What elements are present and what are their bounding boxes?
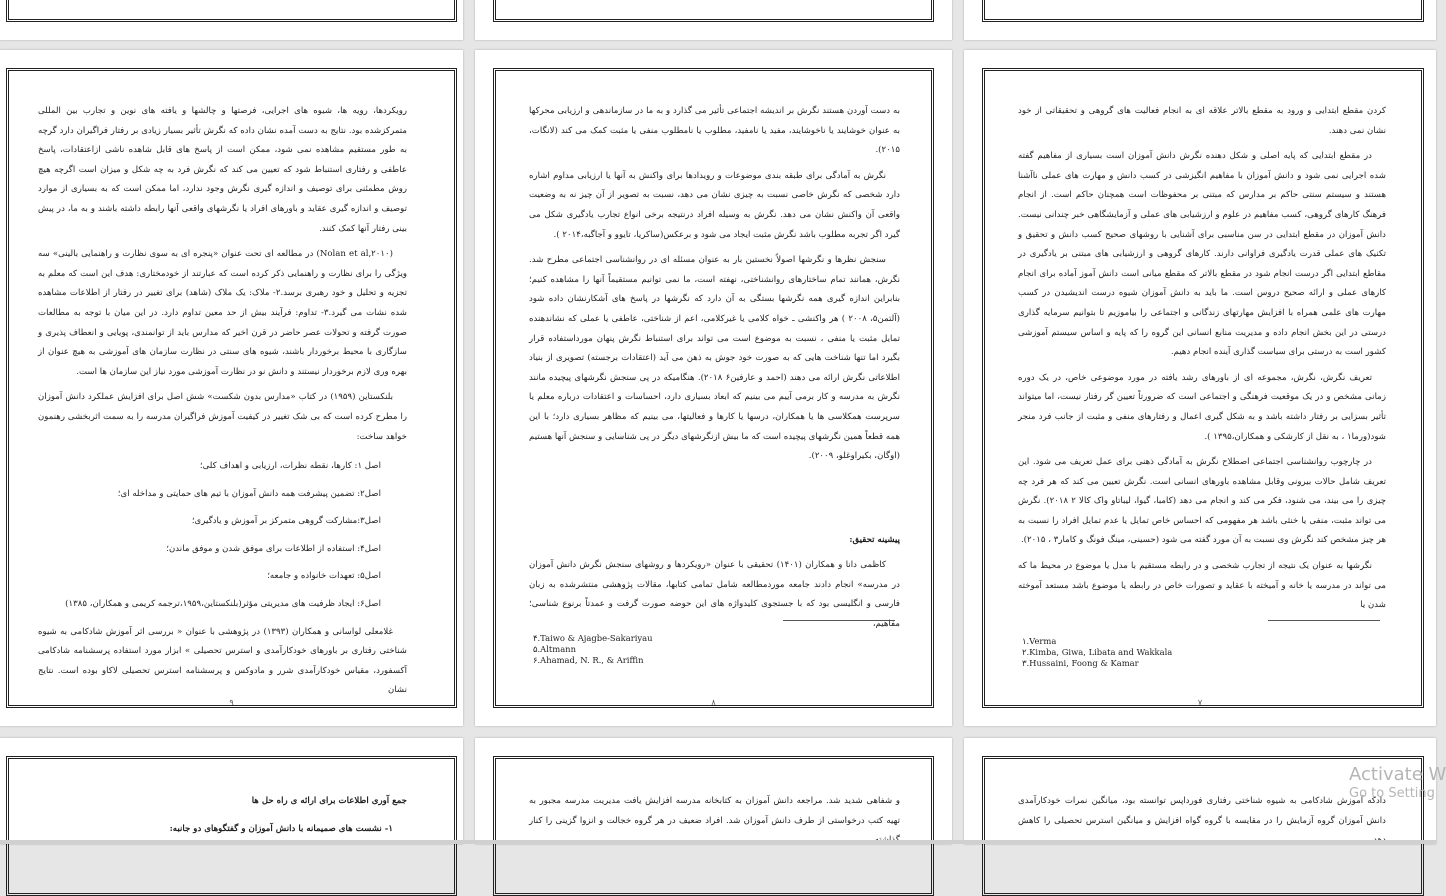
page-border: [982, 0, 1424, 22]
footnote-separator: [783, 620, 895, 621]
page-top-middle: [475, 0, 952, 40]
page-number: ۹: [229, 698, 234, 707]
paragraph: سنجش نظرها و نگرشها اصولاً نخستین بار به عنوان مسئله ای در روانشناسی اجتماعی مطرح شد. نگرش، همانند تمام ساختارهای روانشناختی، نهفته است، ما نمی توانیم مستقیماً آنها را مشاهده کنیم؛ بنابراین اندازه گیری همه نگرشها بستگی به آن دارد که نگرشها در پاسخ های آشکارنشان داده شود (آلتمن۵، ۲۰۰۸ ) هر واکنشی ـ خواه کلامی یا غیرکلامی، اعم از شناختی، عاطفی یا عملی که نشاندهنده تمایل مثبت یا منفی ، نسبت به موضوع است می تواند برای استنباط نگرش پنهان مورداستفاده قرار بگیرد اما تنها شناخت هایی که به صورت خود جوش به ذهن می آید (اعتقادات برجسته) تصویری از بنیاد اطلاعاتی نگرش ارائه می دهند (احمد و عارفین۶ ۲۰۱۸). هنگامیکه در پی سنجش نگرشهای پیچیده مانند نگرش به مدرسه و کار برمی آییم می بینیم که ابعاد بسیاری دارد، احساسات و اعتقادات درباره معلم یا سرپرست همکلاسی ها یا همکاران، درسها یا کارها و فعالیتها، می بینیم که مظاهر بسیاری دارد؛ با این همه قطعاً همین نگرشهای پیچیده است که ما بیش ازنگرشهای دیگر در پی شناسایی و سنجش آنها هستیم (اوگان، بکیراوغلو، ۲۰۰۹).: [529, 255, 900, 462]
page-border: [493, 0, 934, 22]
activation-watermark: [1349, 764, 1446, 802]
page-11: [475, 738, 952, 844]
page-number: ۸: [711, 698, 716, 707]
paragraph: غلامعلی لواسانی و همکاران (۱۳۹۳) در پژوهشی با عنوان « بررسی اثر آموزش شادکامی به شیوه شناختی رفتاری بر باورهای خودکارآمدی و استرس تحصیلی » ابزار مورد استفاده پرسشنامه شادکامی آکسفورد، مقیاس خودکارآمدی شرر و مادوکس و پرسشنامه استرس تحصیلی لاکاو بوده است. نتایج نشان: [38, 626, 407, 696]
page-11-body: [529, 792, 900, 857]
footnote: ۲.Kimba, Giwa, Libata and Wakkala: [1022, 647, 1173, 657]
section-heading: جمع آوری اطلاعات برای ارائه ی راه حل ها: [251, 796, 407, 806]
paragraph: به دست آوردن هستند نگرش بر اندیشه اجتماعی تأثیر می گذارد و به ما در سازماندهی و ارزیابی محرکها به عنوان خوشایند یا ناخوشایند، مفید یا نامفید، مطلوب یا نامطلوب منفی یا مثبت کمک می کند (لانگات، ۲۰۱۵).: [529, 106, 900, 156]
footnote: ۳.Hussaini, Foong & Kamar: [1022, 658, 1139, 668]
footnote: ۱.Verma: [1022, 636, 1057, 646]
paragraph: در مقطع ابتدایی که پایه اصلی و شکل دهنده نگرش دانش آموزان است بسیاری از مفاهیم گفته شده اجرایی نمی شود و دانش آموزان با مفاهیم انگیزشی در کسب دانش و مهارت های عملی ناآشنا هستند و سیستم سنتی حاکم بر مدارس که مبتنی بر محفوظات است همچنان حاکم است. از انجام فرهنگ کارهای گروهی، کسب مفاهیم در علوم و ارزشیابی های عملی و آزمایشگاهی خبر چندانی نیست. دانش آموزان در مقطع ابتدایی در سن مناسبی برای آشنایی با روشهای صحیح کسب دانش و تحقیق و تکنیک های عملی قدرت یادگیری فراوانی دارند. کارهای گروهی و ارزشیابی های مبتنی بر یادگیری در مقاطع ابتدایی اگر درست انجام شود در مقطع بالاتر که مقطع میانی است دانش آموز آماده برای انجام کارهای عملی و ارائه صحیح دروس است. ما باید به دانش آموزان شیوه درست اندیشیدن در کسب مهارت های علمی همراه با افزایش مهارتهای زندگانی و اجتماعی را بیاموزیم تا بتوانیم سرمایه گذاری درستی در این بخش انجام داده و مدیریت منابع انسانی این گروه را که پایه و اساس سیستم آموزشی کشور است به درستی برای سیاست گذاری آینده انجام دهیم.: [1018, 151, 1386, 358]
page-7-body: [1018, 102, 1386, 622]
page-10-body: [38, 792, 407, 845]
paragraph: در چارچوب روانشناسی اجتماعی اصطلاح نگرش به آمادگی ذهنی برای عمل تعریف می شود. این تعریف شامل حالات بیرونی وقابل مشاهده باورهای انسانی است. نگرش تعیین می کند که هر فرد چه چیزی را می بیند، می شنود، فکر می کند و انجام می دهد (کامبا، گیوا، لیباتاو واک کالا ۲ ۲۰۱۸). نگرش می تواند مثبت، منفی یا خنثی باشد هر مفهومی که احساس خاص تمایل یا عدم تمایل افراد را نسبت به هر چیز مشخص کند نگرش وی نسبت به آن مورد گفته می شود (حسینی، مینگ فونگ و کامار۳ ، ۲۰۱۵).: [1018, 457, 1387, 546]
watermark-line-1: Activate W: [1349, 764, 1446, 785]
page-9: [0, 50, 463, 726]
paragraph: رویکردها، رویه ها، شیوه های اجرایی، فرصتها و چالشها و یافته های نوین و تجارب بین المللی متمرکزشده بود. نتایج به دست آمده نشان داده که نگرش تأثیر بسیار زیادی بر رفتار فراگیران دارد گرچه به طور مستقیم مشاهده نمی شود، ممکن است از پاسخ های قابل شاهده ناشی ازاعتقادات، پاسخ عاطفی و رفتاری استنباط شود که تعیین می کند که نگرش فرد به چه شکل و میزان است اگرچه هیچ روش مطمئنی برای توصیف و اندازه گیری نگرش وجود ندارد، اما ممکن است که به بسیاری از موارد توصیف و اندازه گیری عقاید و باورهای افراد یا نگرشهای واقعی آنها رابطه داشته باشند و به ما، در پیش بینی رفتار آنها کمک کنند.: [38, 106, 407, 234]
footnote: ۵.Altmann: [533, 644, 576, 654]
page-border: [6, 0, 457, 22]
list-item: اصل۶: ایجاد ظرفیت های مدیریتی مؤثر(بلنکستاین،۱۹۵۹،ترجمه کریمی و همکاران، ۱۳۸۵): [65, 599, 381, 610]
paragraph: تعریف نگرش، نگرش، مجموعه ای از باورهای رشد یافته در مورد موضوعی خاص، در یک دوره زمانی مشخص و در یک موقعیت فرهنگی و اجتماعی است که ضرورتاً تعیین گر رفتار نیست، اما میتواند تأثیر بسزایی بر رفتار داشته باشد و به شکل گیری اعمال و رفتارهای منفی و مثبت از جانب فرد منجر شود(ورما۱ ، به نقل از کارشکی و همکاران،۱۳۹۵ ).: [1018, 372, 1386, 442]
page-8-footnotes: [533, 622, 896, 666]
footnote: ۶.Ahamad, N. R., & Ariffin: [533, 655, 644, 665]
page-12-body: [1018, 792, 1386, 857]
page-8: [475, 50, 952, 726]
footnote: ۴.Taiwo & Ajagbe-Sakariyau: [533, 633, 653, 643]
section-heading: پیشینه تحقیق:: [849, 534, 900, 545]
paragraph: (Nolan et al,۲۰۱۰) در مطالعه ای تحت عنوان «پنجره ای به سوی نظارت و راهنمایی بالینی» سه ویژگی را برای نظارت و راهنمایی ذکر کرده است که عبارتند از خودمختاری: هدف این است که معلم به تجزیه و تحلیل و خود رهبری برسد.۲- ملاک: یک ملاک (شاهد) برای تغییر در رفتار از اطلاعات مشاهده شده نشات می گیرد.۳- تداوم: فرآیند بیش از حد معین تداوم دارد. در این میان با توجه به مطالعات صورت گرفته و تحولات عصر حاضر در قرن اخیر که مدارس باید از توانمندی، پویایی و انعطاف پذیری و سازگاری با محیط برخوردار باشند، شیوه های سنتی در نظارت سازمان های آموزشی به هیچ عنوان از بهره وری لازم برخوردار نیستند و دانش نو در نظارت آموزشی مورد نیاز این سازمان ها است.: [38, 249, 407, 377]
list-item: ۱- نشست های صمیمانه با دانش آموزان و گفتگوهای دو جانبه:: [169, 823, 393, 834]
page-10: [0, 738, 463, 844]
page-top-left: [0, 0, 463, 40]
paragraph: نگرشها به عنوان یک نتیجه از تجارب شخصی و در رابطه مستقیم با مدل یا موضوع در محیط ما که می تواند در مدرسه یا خانه و آمیخته با عقاید و تصورات خاص در رابطه یا موضوع باشد مستعد آموخته شدن یا: [1018, 561, 1386, 611]
footnote-separator: [1268, 620, 1380, 621]
list-item: اصل۵: تعهدات خانواده و جامعه؛: [267, 571, 381, 582]
page-top-right: [964, 0, 1436, 40]
page-7-footnotes: [1022, 636, 1386, 669]
paragraph: دادکه آموزش شادکامی به شیوه شناختی رفتاری فورداپس توانسته بود، میانگین نمرات خودکارآمدی دانش آموزان گروه آزمایش را در مقایسه با گروه گواه افزایش و میانگین استرس تحصیلی را کاهش: [1018, 796, 1386, 826]
paragraph: کردن مقطع ابتدایی و ورود به مقطع بالاتر علاقه ای به انجام فعالیت های گروهی و تحقیقاتی از خود نشان نمی دهند.: [1018, 106, 1386, 136]
page-number: ۷: [1197, 698, 1203, 707]
page-8-body: [529, 102, 900, 641]
list-item: اصل ۱: کارها، نقطه نظرات، ارزیابی و اهداف کلی؛: [199, 461, 381, 472]
paragraph: بلنکستاین (۱۹۵۹) در کتاب «مدارس بدون شکست» شش اصل برای افزایش عملکرد دانش آموزان را مطرح کرده است که بی شک تغییر در کیفیت آموزش فراگیران مدرسه را به سمت اثربخشی رهنمون خواهد ساخت:: [38, 392, 407, 442]
list-item: اصل۳:مشارکت گروهی متمرکز بر آموزش و یادگیری؛: [191, 516, 381, 527]
paragraph: نگرش به آمادگی برای طبقه بندی موضوعات و رویدادها برای واکنش به آنها یا ارزیابی مداوم اشاره دارد شخصی که نگرش خاصی نسبت به چیزی نشان می دهد، نسبت به تصویر از آن چیز نه به وضعیت واقعی آن واکنش نشان می دهد. نگرش به وسیله افراد درنتیجه برخی انواع تجارب یادگیری شکل می گیرد اگر تجربه مطلوب باشد نگرش مثبت ایجاد می شود و برعکس(ساکریا، تایوو و آجاگبه،۲۰۱۴ ).: [529, 170, 900, 240]
horizontal-scrollbar[interactable]: [0, 840, 1436, 844]
page-7: [964, 50, 1436, 726]
watermark-line-2: Go to Setting: [1349, 786, 1435, 801]
paragraph: و شفاهی شدید شد. مراجعه دانش آموزان به کتابخانه مدرسه افزایش یافت مدیریت مدرسه مجبور به تهیه کتب درخواستی از طرف دانش آموزان شد. افراد ضعیف در هر گروه خجالت و انزوا گزینی را کنار: [529, 796, 900, 826]
page-9-body: [38, 102, 407, 707]
list-item: اصل۴: استفاده از اطلاعات برای موفق شدن و موفق ماندن؛: [166, 543, 381, 554]
list-item: اصل۲: تضمین پیشرفت همه دانش آموزان با تیم های حمایتی و مداخله ای؛: [117, 488, 381, 499]
paragraph: کاظمی دانا و همکاران (۱۴۰۱) تحقیقی با عنوان «رویکردها و روشهای سنجش نگرش دانش آموزان در مدرسه» انجام دادند جامعه موردمطالعه شامل تمامی کتابها، مقالات پژوهشی منتشرشده به زبان فارسی و انگلیسی بود که با جستجوی کلیدواژه های این حوضه صورت گرفت و عمدتاً برنوع شناسی؛ مفاهیم،: [529, 560, 900, 630]
